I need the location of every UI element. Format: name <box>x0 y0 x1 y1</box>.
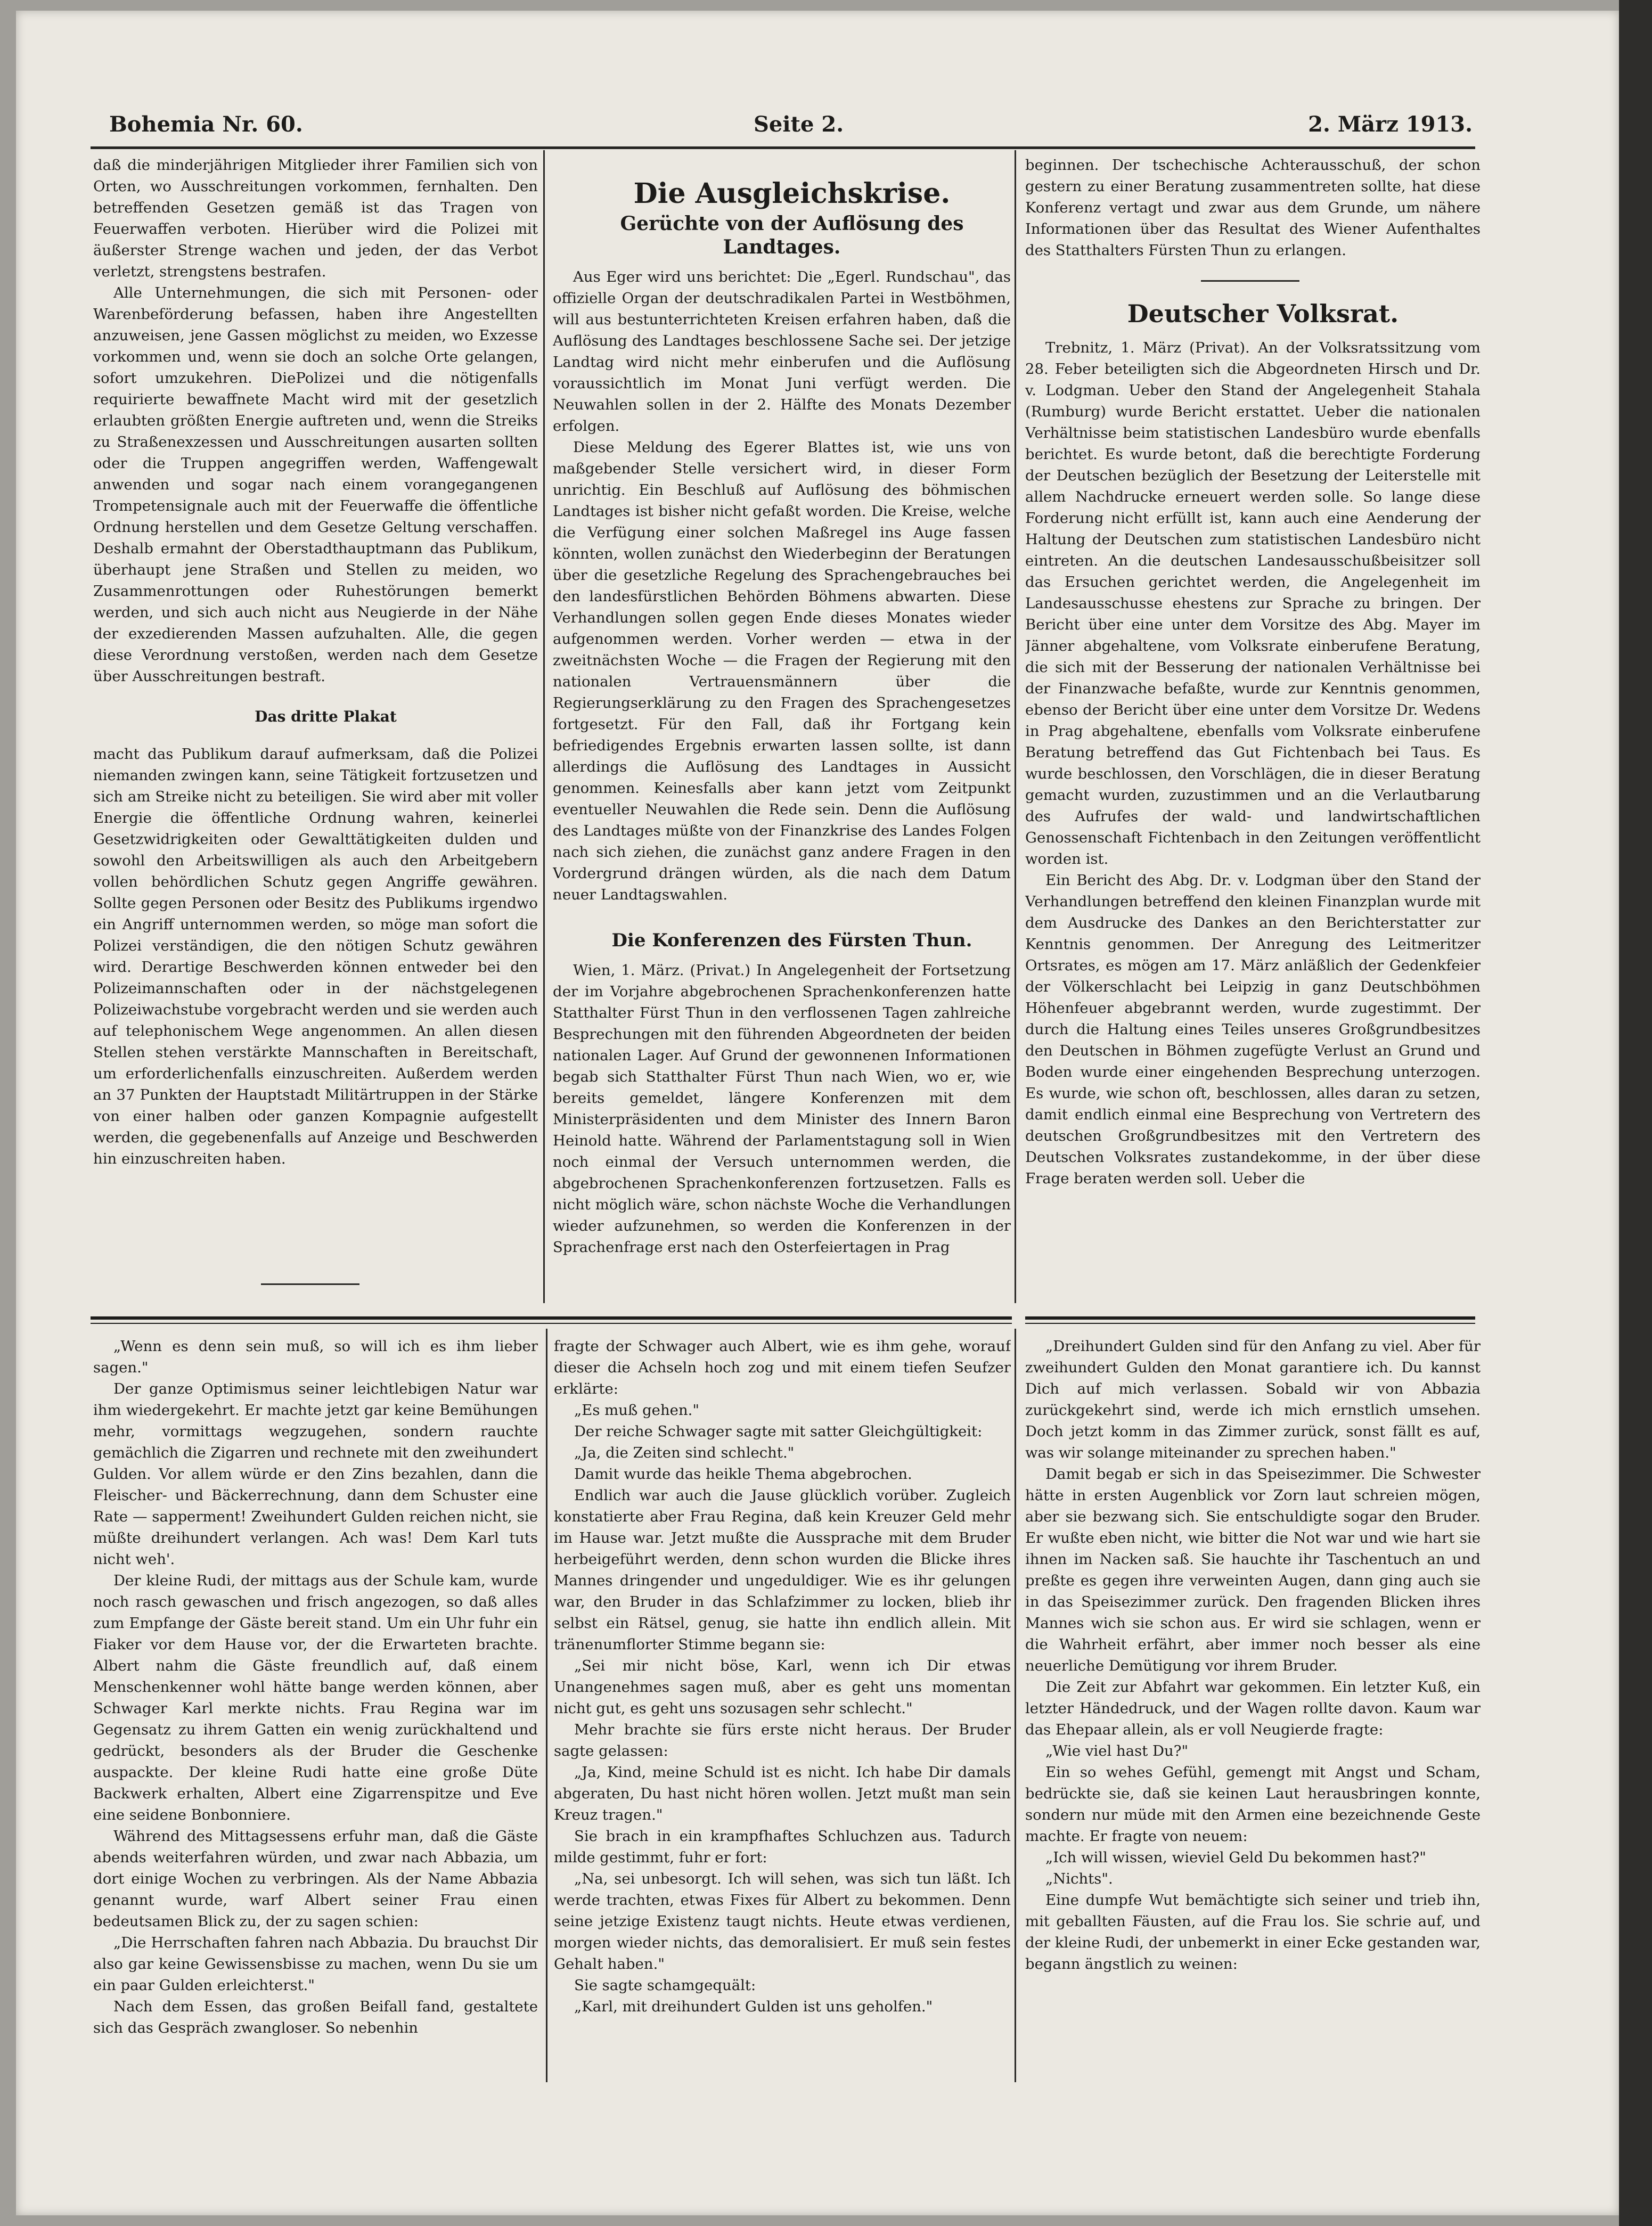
feuilleton-column-3 <box>1025 1336 1481 2084</box>
story-paragraph: „Sei mir nicht böse, Karl, wenn ich Dir etwas Unangenehmes sagen muß, aber es geht uns momentan nicht gut, es geht uns sozusagen sehr schlecht." <box>554 1657 1011 1717</box>
story-paragraph: Mehr brachte sie fürs erste nicht heraus. Der Bruder sagte gelassen: <box>554 1721 1011 1759</box>
feuilleton-rule-left-thin <box>91 1323 1012 1324</box>
article-end-rule <box>1201 280 1299 282</box>
story-paragraph: „Karl, mit dreihundert Gulden ist uns geholfen." <box>574 1998 933 2015</box>
feuilleton-column-1 <box>93 1336 538 2084</box>
story-paragraph: „Dreihundert Gulden sind für den Anfang zu viel. Aber für zweihundert Gulden den Monat garantiere ich. Du kannst Dich auf mich verlassen. Sobald wir von Abbazia zurückgekehrt sind, werde ich mich ernstlich umsehen. Doch jetzt komm in das Zimmer zurück, sonst fällt es auf, was wir solange miteinander zu sprechen haben." <box>1025 1338 1481 1461</box>
article-paragraph: Trebnitz, 1. März (Privat). An der Volksratssitzung vom 28. Feber beteiligten sich die Abgeordneten Hirsch und Dr. v. Lodgman. Ueber den Stand der Angelegenheit Stahala (Rumburg) wurde Bericht erstattet. Ueber die nationalen Verhältnisse beim statistischen Landesbüro wurde ebenfalls berichtet. Es wurde betont, daß die berechtigte Forderung der Deutschen bezüglich der Besetzung der Leiterstelle mit allem Nachdrucke erneuert werden solle. So lange diese Forderung nicht erfüllt ist, kann auch eine Aenderung der Haltung der Deutschen zum statistischen Landesbüro nicht eintreten. An die deutschen Landesausschußbeisitzer soll das Ersuchen gerichtet werden, die Angelegenheit im Landesausschusse ehestens zur Sprache zu bringen. Der Bericht über eine unter dem Vorsitze des Abg. Mayer im Jänner abgehaltene, vom Volksrate einberufene Beratung, die sich mit der Besserung der nationalen Verhältnisse bei der Finanzwache befaßte, wurde zur Kenntnis genommen, ebenso der Bericht über eine unter dem Vorsitze Dr. Wedens in Prag abgehaltene, ebenfalls vom Volksrate einberufene Beratung betreffend das Gut Fichtenbach bei Taus. Es wurde beschlossen, den Vorschlägen, die in dieser Beratung gemacht wurden, zuzustimmen und an die Verlautbarung des Aufrufes der wald- und landwirtschaftlichen Genossenschaft Fichtenbach in den Zeitungen veröffentlicht worden ist. <box>1025 339 1481 868</box>
story-paragraph: Nach dem Essen, das großen Beifall fand, gestaltete sich das Gespräch zwangloser. So nebenhin <box>93 1998 538 2036</box>
article-paragraph: Wien, 1. März. (Privat.) In Angelegenheit der Fortsetzung der im Vorjahre abgebrochenen Sprachenkonferenzen hatte Statthalter Fürst Thun in den verflossenen Tagen zahlreiche Besprechungen mit den führenden Abgeordneten der beiden nationalen Lager. Auf Grund der gewonnenen Informationen begab sich Statthalter Fürst Thun nach Wien, wo er, wie bereits gemeldet, längere Konferenzen mit dem Ministerpräsidenten und dem Minister des Innern Baron Heinold hatte. Während der Parlamentstagung soll in Wien noch einmal der Versuch unternommen werden, die abgebrochenen Sprachenkonferenzen fortzusetzen. Falls es nicht möglich wäre, schon nächste Woche die Verhandlungen wieder aufzunehmen, so werden die Konferenzen in der Sprachenfrage erst nach den Osterfeiertagen in Prag <box>553 962 1011 1256</box>
story-paragraph: fragte der Schwager auch Albert, wie es ihm gehe, worauf dieser die Achseln hoch zog und mit einem tiefen Seufzer erklärte: <box>554 1338 1011 1397</box>
feuilleton-rule-right <box>1025 1316 1475 1320</box>
story-paragraph: „Es muß gehen." <box>574 1402 700 1419</box>
column-divider <box>546 1329 547 2082</box>
header-date: 2. März 1913. <box>1308 112 1473 137</box>
article-paragraph: Ein Bericht des Abg. Dr. v. Lodgman über den Stand der Verhandlungen betreffend den kleinen Finanzplan wurde mit dem Ausdrucke des Dankes an den Berichterstatter zur Kenntnis genommen. Der Anregung des Leitmeritzer Ortsrates, es mögen am 17. März anläßlich der Gedenkfeier der Völkerschlacht bei Leipzig in ganz Deutschböhmen Höhenfeuer abgebrannt werden, wurde zugestimmt. Der durch die Haltung eines Teiles unseres Großgrundbesitzes den Deutschen in Böhmen zugefügte Verlust an Grund und Boden wurde einer eingehenden Besprechung unterzogen. Es wurde, wie schon oft, beschlossen, alles daran zu setzen, damit endlich einmal eine Besprechung von Vertretern des deutschen Großgrundbesitzes mit den Vertretern des Deutschen Volksrates zustandekomme, in der über diese Frage beraten werden soll. Ueber die <box>1025 872 1481 1187</box>
story-paragraph: Eine dumpfe Wut bemächtigte sich seiner und trieb ihn, mit geballten Fäusten, auf die Frau los. Sie schrie auf, und der kleine Rudi, der unbemerkt in einer Ecke gestanden war, begann ängstlich zu weinen: <box>1025 1892 1481 1973</box>
article-title: Deutscher Volksrat. <box>1127 299 1399 328</box>
header-page-number: Seite 2. <box>754 112 844 137</box>
feuilleton-column-2 <box>554 1336 1011 2084</box>
article-subtitle: Gerüchte von der Auflösung des Landtages. <box>620 212 964 258</box>
feuilleton-rule-right-thin <box>1025 1323 1475 1324</box>
column-divider <box>1015 1329 1016 2082</box>
column-3-top <box>1025 154 1481 1299</box>
story-paragraph: „Ich will wissen, wieviel Geld Du bekommen hast?" <box>1045 1849 1426 1866</box>
section-heading: Das dritte Plakat <box>255 708 397 725</box>
article-end-rule <box>261 1283 359 1285</box>
story-paragraph: „Die Herrschaften fahren nach Abbazia. Du brauchst Dir also gar keine Gewissensbisse zu machen, wenn Du sie um ein paar Gulden erleichterst." <box>93 1934 538 1994</box>
article-title: Die Ausgleichskrise. <box>633 177 951 210</box>
column-1-top <box>93 154 538 1283</box>
article-paragraph: daß die minderjährigen Mitglieder ihrer Familien sich von Orten, wo Ausschreitungen vorkommen, fernhalten. Den betreffenden Gesetzen gemäß ist das Tragen von Feuerwaffen verboten. Hierüber wird die Polizei mit äußerster Strenge wachen und jeden, der das Verbot verletzt, strengstens bestrafen. <box>93 157 538 280</box>
feuilleton-rule-left <box>91 1316 1012 1320</box>
story-paragraph: Der kleine Rudi, der mittags aus der Schule kam, wurde noch rasch gewaschen und frisch angezogen, so daß alles zum Empfange der Gäste bereit stand. Um ein Uhr fuhr ein Fiaker vor dem Hause vor, der die Erwarteten brachte. Albert nahm die Gäste freundlich auf, daß einem Menschenkenner wohl hätte bange werden können, aber Schwager Karl merkte nichts. Frau Regina war im Gegensatz zu ihrem Gatten ein wenig zurückhaltend und gedrückt, besonders als der Bruder die Geschenke auspackte. Der kleine Rudi hatte eine große Düte Backwerk erhalten, Albert eine Zigarrenspitze und Eve eine seidene Bonbonniere. <box>93 1572 538 1823</box>
story-paragraph: Sie sagte schamgequält: <box>574 1977 756 1994</box>
story-paragraph: Endlich war auch die Jause glücklich vorüber. Zugleich konstatierte aber Frau Regina, daß kein Kreuzer Geld mehr im Hause war. Jetzt mußte die Aussprache mit dem Bruder herbeigeführt werden, denn schon wurden die Blicke ihres Mannes dringender und ungeduldiger. Wie es ihr gelungen war, den Bruder in das Schlafzimmer zu locken, blieb ihr selbst ein Rätsel, genug, sie hatte ihn endlich allein. Mit tränenumflorter Stimme begann sie: <box>554 1487 1011 1653</box>
story-paragraph: Damit wurde das heikle Thema abgebrochen. <box>574 1466 912 1483</box>
article-paragraph: Aus Eger wird uns berichtet: Die „Egerl. Rundschau", das offizielle Organ der deutschradikalen Partei in Westböhmen, will aus bestunterrichteten Kreisen erfahren haben, daß die Auflösung des Landtages beschlossene Sache sei. Der jetzige Landtag wird nicht mehr einberufen und die Auflösung voraussichtlich im Monat Juni verfügt werden. Die Neuwahlen sollen in der 2. Hälfte des Monats Dezember erfolgen. <box>553 268 1011 435</box>
section-heading: Die Konferenzen des Fürsten Thun. <box>611 930 972 951</box>
header-rule <box>91 146 1475 149</box>
story-paragraph: Die Zeit zur Abfahrt war gekommen. Ein letzter Kuß, ein letzter Händedruck, und der Wagen rollte davon. Kaum war das Ehepaar allein, als er voll Neugierde fragte: <box>1025 1679 1481 1738</box>
story-paragraph: „Na, sei unbesorgt. Ich will sehen, was sich tun läßt. Ich werde trachten, etwas Fixes für Albert zu bekommen. Denn seine jetzige Existenz taugt nichts. Heute etwas verdienen, morgen wieder nichts, das demoralisiert. Er muß sein festes Gehalt haben." <box>554 1870 1011 1973</box>
story-paragraph: „Ja, Kind, meine Schuld ist es nicht. Ich habe Dir damals abgeraten, Du hast nicht hören wollen. Jetzt mußt man sein Kreuz tragen." <box>554 1764 1011 1823</box>
column-divider <box>1015 150 1016 1303</box>
story-paragraph: „Wie viel hast Du?" <box>1045 1742 1189 1759</box>
column-divider <box>543 150 545 1303</box>
column-2-top <box>553 154 1011 1299</box>
article-paragraph: macht das Publikum darauf aufmerksam, daß die Polizei niemanden zwingen kann, seine Tätigkeit fortzusetzen und sich am Streike nicht zu beteiligen. Sie wird aber mit voller Energie die öffentliche Ordnung wahren, keinerlei Gesetzwidrigkeiten oder Gewalttätigkeiten dulden und sowohl den Arbeitswilligen als auch den Arbeitgebern vollen behördlichen Schutz gegen Angriffe gewähren. Sollte gegen Personen oder Besitz des Publikums irgendwo ein Angriff unternommen werden, so möge man sofort die Polizei verständigen, die den nötigen Schutz gewähren wird. Derartige Beschwerden können entweder bei den Polizeimannschaften oder in der nächstgelegenen Polizeiwachstube vorgebracht werden und sie werden auch auf telephonischem Wege angenommen. An allen diesen Stellen stehen verstärkte Mannschaften in Bereitschaft, um erforderlichenfalls einzuschreiten. Außerdem werden an 37 Punkten der Hauptstadt Militärtruppen in der Stärke von einer halben oder ganzen Kompagnie aufgestellt werden, die gegebenenfalls auf Anzeige und Beschwerden hin einzuschreiten haben. <box>93 746 538 1167</box>
scan-edge <box>1619 0 1652 2226</box>
story-paragraph: „Nichts". <box>1045 1870 1113 1887</box>
story-paragraph: „Ja, die Zeiten sind schlecht." <box>574 1444 795 1461</box>
story-paragraph: Damit begab er sich in das Speisezimmer. Die Schwester hätte in ersten Augenblick vor Zorn laut schreien mögen, aber sie bezwang sich. Sie entschuldigte sogar den Bruder. Er wußte eben nicht, wie bitter die Not war und wie hart sie ihnen im Nacken saß. Sie hauchte ihr Taschentuch an und preßte es gegen ihre verweinten Augen, dann ging auch sie in das Speisezimmer zurück. Den fragenden Blicken ihres Mannes wich sie schon aus. Er wird sie schlagen, wenn er die Wahrheit erfährt, aber immer noch besser als eine neuerliche Demütigung vor ihrem Bruder. <box>1025 1466 1481 1674</box>
story-paragraph: Ein so wehes Gefühl, gemengt mit Angst und Scham, bedrückte sie, daß sie keinen Laut herausbringen konnte, sondern nur müde mit den Armen eine bezeichnende Geste machte. Er fragte von neuem: <box>1025 1764 1481 1845</box>
page-header <box>109 112 1473 144</box>
article-paragraph: beginnen. Der tschechische Achterausschuß, der schon gestern zu einer Beratung zusammentreten sollte, hat diese Konferenz vertagt und zwar aus dem Grunde, um nähere Informationen über das Resultat des Wiener Aufenthaltes des Statthalters Fürsten Thun zu erlangen. <box>1025 157 1481 259</box>
story-paragraph: Der ganze Optimismus seiner leichtlebigen Natur war ihm wiedergekehrt. Er machte jetzt gar keine Bemühungen mehr, vormittags wegzugehen, sondern rauchte gemächlich die Zigarren und rechnete mit den zweihundert Gulden. Vor allem würde er den Zins bezahlen, dann die Fleischer- und Bäckerrechnung, dann dem Schuster eine Rate — sapperment! Zweihundert Gulden reichen nicht, sie müßte dreihundert verlangen. Ach was! Dem Karl tuts nicht weh'. <box>93 1380 538 1568</box>
story-paragraph: Sie brach in ein krampfhaftes Schluchzen aus. Tadurch milde gestimmt, fuhr er fort: <box>554 1828 1011 1866</box>
header-issue: Bohemia Nr. 60. <box>109 112 303 137</box>
story-paragraph: Der reiche Schwager sagte mit satter Gleichgültigkeit: <box>574 1423 983 1440</box>
story-paragraph: „Wenn es denn sein muß, so will ich es ihm lieber sagen." <box>93 1338 538 1376</box>
article-paragraph: Alle Unternehmungen, die sich mit Personen- oder Warenbeförderung befassen, haben ihre Angestellten anzuweisen, jene Gassen möglichst zu meiden, wo Exzesse vorkommen und, wenn sie doch an solche Orte gelangen, sofort umzukehren. DiePolizei und die nötigenfalls requirierte bewaffnete Macht wird mit der gesetzlich erlaubten größten Energie auftreten und, wenn die Streiks zu Straßenexzessen und Ausschreitungen ausarten sollten oder die Truppen angegriffen werden, Waffengewalt anwenden und sogar nach einem vorangegangenen Trompetensignale auch mit der Feuerwaffe die öffentliche Ordnung herstellen und dem Gesetze Geltung verschaffen. Deshalb ermahnt der Oberstadthauptmann das Publikum, überhaupt jene Straßen und Stellen zu meiden, wo Zusammenrottungen oder Ruhestörungen bemerkt werden, und sich auch nicht aus Neugierde in der Nähe der exzedierenden Massen aufzuhalten. Alle, die gegen diese Verordnung verstoßen, werden nach dem Gesetze über Ausschreitungen bestraft. <box>93 284 538 685</box>
article-paragraph: Diese Meldung des Egerer Blattes ist, wie uns von maßgebender Stelle versichert wird, in dieser Form unrichtig. Ein Beschluß auf Auflösung des böhmischen Landtages ist bisher nicht gefaßt worden. Die Kreise, welche die Verfügung einer solchen Maßregel ins Auge fassen könnten, wollen zunächst den Wiederbeginn der Beratungen über die gesetzliche Regelung des Sprachengebrauches bei den landesfürstlichen Behörden Böhmens abwarten. Diese Verhandlungen sollen gegen Ende dieses Monates wieder aufgenommen werden. Vorher werden — etwa in der zweitnächsten Woche — die Fragen der Regierung mit den nationalen Vertrauensmännern über die Regierungserklärung zu den Fragen des Sprachengesetzes fortgesetzt. Für den Fall, daß ihr Fortgang kein befriedigendes Ergebnis erwarten lassen sollte, ist dann allerdings die Auflösung des Landtages in Aussicht genommen. Keinesfalls aber kann jetzt vom Zeitpunkt eventueller Neuwahlen die Rede sein. Denn die Auflösung des Landtages müßte von der Finanzkrise des Landes Folgen nach sich ziehen, die zunächst ganz andere Fragen in den Vordergrund drängen würden, als die nach dem Datum neuer Landtagswahlen. <box>553 439 1011 903</box>
story-paragraph: Während des Mittagsessens erfuhr man, daß die Gäste abends weiterfahren würden, und zwar nach Abbazia, um dort einige Wochen zu verbringen. Als der Name Abbazia genannt wurde, warf Albert seiner Frau einen bedeutsamen Blick zu, der zu sagen schien: <box>93 1828 538 1930</box>
